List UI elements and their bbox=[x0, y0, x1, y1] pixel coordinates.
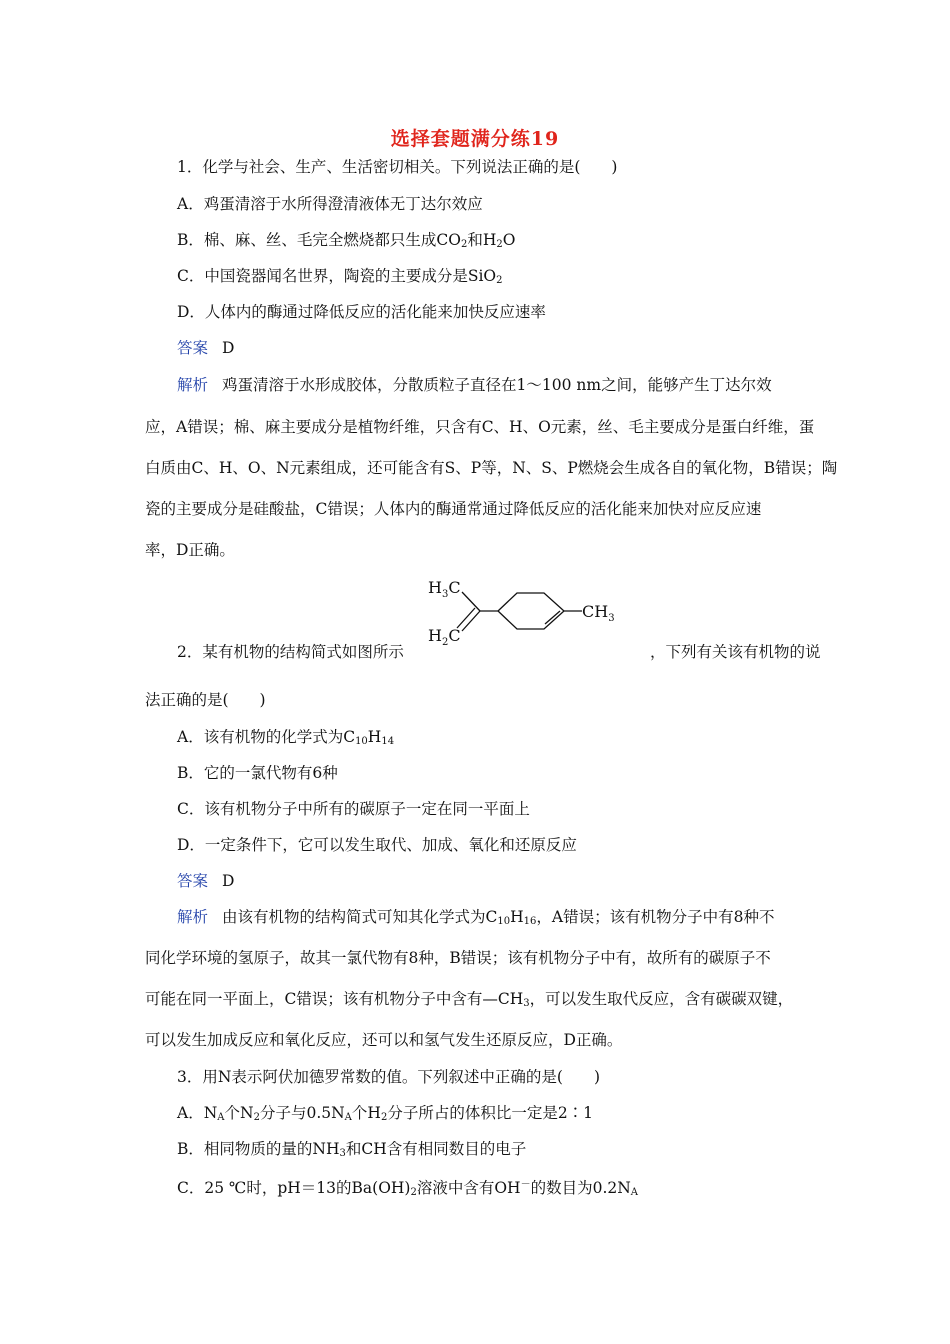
q1-analysis-line: 率，D正确。 bbox=[145, 541, 235, 559]
analysis-label: 解析 bbox=[177, 908, 209, 926]
q2-option-a: A．该有机物的化学式为$C_{10}H_{14}$ bbox=[177, 728, 395, 747]
q1-option-b: B．棉、麻、丝、毛完全燃烧都只生成$CO_2$和$H_2O$ bbox=[177, 231, 516, 250]
q3-option-c: C．25 ℃时，pH＝13的$Ba(OH)_2$溶液中含有OH－的数目为$0.2N_A$ bbox=[177, 1179, 639, 1198]
h2c-label: $H_2C$ bbox=[428, 626, 461, 646]
page-title: 选择套题满分练19 bbox=[390, 128, 560, 150]
q2-option-c: C．该有机物分子中所有的碳原子一定在同一平面上 bbox=[177, 800, 530, 818]
q1-stem: 1．化学与社会、生产、生活密切相关。下列说法正确的是( ) bbox=[177, 158, 618, 176]
answer-label: 答案 bbox=[177, 872, 209, 890]
h3c-label: $H_3C$ bbox=[428, 578, 461, 600]
q1-option-c: C．中国瓷器闻名世界，陶瓷的主要成分是SiO$_2$ bbox=[177, 267, 503, 286]
q1-analysis-line: 应，A错误；棉、麻主要成分是植物纤维，只含有C、H、O元素，丝、毛主要成分是蛋白纤维，蛋 bbox=[145, 418, 815, 436]
q2-analysis-line: 同化学环境的氢原子，故其一氯代物有8种，B错误；该有机物分子中有，故所有的碳原子不 bbox=[145, 949, 771, 967]
q2-analysis-line: 解析 由该有机物的结构简式可知其化学式为$C_{10}H_{16}$，A错误；该有机物分子中有8种不 bbox=[177, 908, 775, 927]
q2-analysis-line: 可能在同一平面上，C错误；该有机物分子中含有$—CH_3$，可以发生取代反应，含有碳碳双键， bbox=[145, 990, 794, 1009]
q2-answer: 答案 D bbox=[177, 872, 235, 890]
q1-analysis-line: 解析 鸡蛋清溶于水形成胶体，分散质粒子直径在1～100 nm之间，能够产生丁达尔效 bbox=[177, 376, 772, 394]
structure-diagram bbox=[424, 576, 624, 646]
q1-analysis-line: 瓷的主要成分是硅酸盐，C错误；人体内的酶通常通过降低反应的活化能来加快对应反应速 bbox=[145, 500, 762, 518]
q1-option-d: D．人体内的酶通过降低反应的活化能来加快反应速率 bbox=[177, 303, 546, 321]
q1-option-a: A．鸡蛋清溶于水所得澄清液体无丁达尔效应 bbox=[177, 195, 483, 213]
q1-analysis-line: 白质由C、H、O、N元素组成，还可能含有S、P等，N、S、P燃烧会生成各自的氧化物，B错误；陶 bbox=[145, 459, 838, 477]
q2-analysis-line: 可以发生加成反应和氧化反应，还可以和氢气发生还原反应，D正确。 bbox=[145, 1031, 623, 1049]
q3-stem: 3．用N表示阿伏加德罗常数的值。下列叙述中正确的是( ) bbox=[177, 1068, 601, 1086]
ch3-label: $CH_3$ bbox=[582, 602, 615, 624]
q2-option-d: D．一定条件下，它可以发生取代、加成、氧化和还原反应 bbox=[177, 836, 577, 854]
q3-option-b: B．相同物质的量的$NH_3$和CH含有相同数目的电子 bbox=[177, 1140, 527, 1159]
q2-stem-cont: 法正确的是( ) bbox=[145, 691, 266, 709]
q2-option-b: B．它的一氯代物有6种 bbox=[177, 764, 338, 782]
q2-stem-end: ，下列有关该有机物的说 bbox=[650, 643, 821, 661]
analysis-label: 解析 bbox=[177, 376, 209, 394]
q1-answer: 答案 D bbox=[177, 339, 235, 357]
answer-label: 答案 bbox=[177, 339, 209, 357]
q2-stem-start: 2．某有机物的结构简式如图所示 bbox=[177, 643, 404, 661]
q3-option-a: A．$N_A$个$N_2$分子与$0.5N_A$个$H_2$分子所占的体积比一定是2∶1 bbox=[177, 1104, 594, 1123]
